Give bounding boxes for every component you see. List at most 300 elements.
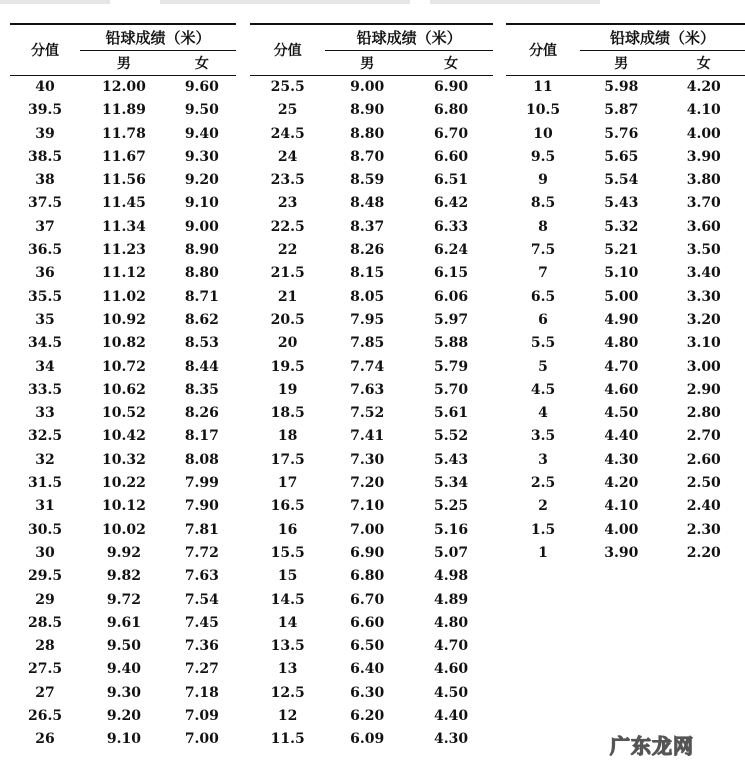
male-result-cell: 9.40 [106, 661, 141, 678]
female-result-cell: 6.80 [434, 102, 469, 119]
female-result-cell: 4.80 [434, 614, 469, 631]
score-cell: 5.5 [530, 335, 556, 352]
table-row [250, 612, 493, 635]
female-result-cell: 7.99 [184, 475, 219, 492]
score-cell: 13.5 [270, 638, 305, 655]
male-result-cell: 10.82 [101, 335, 146, 352]
table-row [10, 705, 236, 728]
female-header: 女 [409, 51, 493, 76]
male-result-cell: 6.09 [350, 731, 385, 748]
male-header: 男 [580, 51, 662, 76]
table-row [10, 635, 236, 658]
female-result-cell: 5.16 [434, 521, 469, 538]
female-result-cell: 4.10 [686, 102, 721, 119]
male-result-cell: 8.15 [350, 265, 385, 282]
score-cell: 9.5 [530, 148, 556, 165]
male-result-cell: 9.10 [106, 731, 141, 748]
male-result-cell: 10.92 [101, 311, 146, 328]
table-row [250, 169, 493, 192]
table-row [250, 192, 493, 215]
female-result-cell: 2.50 [686, 475, 721, 492]
score-cell: 28 [35, 638, 55, 655]
female-result-cell: 5.97 [434, 311, 469, 328]
female-result-cell: 9.10 [184, 195, 219, 212]
score-cell: 17 [277, 475, 298, 492]
score-cell: 18.5 [270, 405, 305, 422]
female-result-cell: 3.00 [686, 358, 721, 375]
female-result-cell: 7.18 [184, 684, 219, 701]
male-result-cell: 4.70 [604, 358, 639, 375]
female-result-cell: 2.70 [686, 428, 721, 445]
score-cell: 38.5 [27, 148, 63, 165]
score-cell: 33.5 [27, 381, 63, 398]
male-result-cell: 11.02 [101, 288, 146, 305]
female-header: 女 [663, 51, 745, 76]
table-row [250, 495, 493, 518]
female-result-cell: 4.60 [434, 661, 469, 678]
female-result-cell: 6.60 [434, 148, 469, 165]
table-row [506, 76, 745, 99]
female-result-cell: 5.70 [434, 381, 469, 398]
score-cell: 1 [538, 544, 548, 561]
male-result-cell: 4.30 [604, 451, 639, 468]
score-cell: 39 [35, 125, 55, 142]
male-result-cell: 4.00 [604, 521, 639, 538]
score-cell: 25 [277, 102, 298, 119]
male-result-cell: 7.85 [350, 335, 385, 352]
score-cell: 4 [538, 405, 548, 422]
table-row [506, 192, 745, 215]
score-cell: 28.5 [27, 614, 63, 631]
score-cell: 7 [538, 265, 548, 282]
male-result-cell: 7.95 [350, 311, 385, 328]
male-result-cell: 6.60 [350, 614, 385, 631]
female-result-cell: 2.80 [686, 405, 721, 422]
male-result-cell: 5.43 [604, 195, 639, 212]
table-row [250, 216, 493, 239]
score-cell: 40 [35, 79, 55, 95]
male-result-cell: 11.34 [101, 218, 146, 235]
male-result-cell: 4.50 [604, 405, 639, 422]
female-result-cell: 6.33 [434, 218, 469, 235]
male-result-cell: 7.74 [350, 358, 385, 375]
shot-put-score-table-3 [506, 23, 745, 565]
male-result-cell: 6.20 [350, 708, 385, 725]
table-row [250, 123, 493, 146]
score-cell: 10 [533, 125, 553, 142]
female-result-cell: 8.71 [184, 288, 219, 305]
female-result-cell: 5.25 [434, 498, 469, 515]
female-result-cell: 5.43 [434, 451, 469, 468]
female-result-cell: 3.10 [686, 335, 721, 352]
score-cell: 23 [277, 195, 298, 212]
female-result-cell: 8.90 [184, 242, 219, 259]
female-result-cell: 3.70 [686, 195, 721, 212]
score-cell: 14 [277, 614, 298, 631]
female-result-cell: 8.08 [184, 451, 219, 468]
male-result-cell: 10.02 [101, 521, 146, 538]
female-result-cell: 6.24 [434, 242, 469, 259]
female-result-cell: 7.09 [184, 708, 219, 725]
score-cell: 18 [277, 428, 298, 445]
table-row [250, 99, 493, 122]
female-result-cell: 7.63 [184, 568, 219, 585]
male-result-cell: 6.30 [350, 684, 385, 701]
table-row [10, 286, 236, 309]
male-result-cell: 3.90 [604, 544, 639, 561]
table-row [10, 192, 236, 215]
female-result-cell: 4.98 [434, 568, 469, 585]
score-cell: 7.5 [530, 242, 556, 259]
male-result-cell: 7.10 [350, 498, 385, 515]
female-result-cell: 4.89 [434, 591, 469, 608]
table-row [10, 728, 236, 751]
score-cell: 20 [277, 335, 298, 352]
table-row [250, 658, 493, 681]
female-result-cell: 7.54 [184, 591, 219, 608]
female-result-cell: 3.90 [686, 148, 721, 165]
male-result-cell: 4.80 [604, 335, 639, 352]
male-result-cell: 4.40 [604, 428, 639, 445]
female-result-cell: 4.40 [434, 708, 469, 725]
female-result-cell: 4.50 [434, 684, 469, 701]
male-result-cell: 7.63 [350, 381, 385, 398]
male-result-cell: 4.90 [604, 311, 639, 328]
score-cell: 24 [277, 148, 298, 165]
female-result-cell: 5.79 [434, 358, 469, 375]
male-result-cell: 5.76 [604, 125, 639, 142]
table-row [10, 402, 236, 425]
table-row [506, 402, 745, 425]
male-result-cell: 10.42 [101, 428, 146, 445]
table-row [250, 262, 493, 285]
score-cell: 33 [35, 405, 55, 422]
table-row [250, 239, 493, 262]
table-row [250, 589, 493, 612]
table-row [10, 99, 236, 122]
table-row [250, 76, 493, 99]
male-result-cell: 8.90 [350, 102, 385, 119]
male-result-cell: 5.10 [604, 265, 639, 282]
table-row [506, 239, 745, 262]
female-result-cell: 2.60 [686, 451, 721, 468]
score-cell: 11.5 [270, 731, 305, 748]
score-cell: 23.5 [270, 172, 305, 189]
score-cell: 13 [277, 661, 298, 678]
top-edge-strip [430, 0, 600, 4]
score-header: 分值 [529, 43, 558, 59]
score-cell: 16.5 [270, 498, 305, 515]
male-result-cell: 8.80 [350, 125, 385, 142]
table-row [250, 309, 493, 332]
female-result-cell: 3.60 [686, 218, 721, 235]
table-row [250, 146, 493, 169]
score-cell: 2.5 [530, 475, 556, 492]
top-edge-strip [0, 0, 110, 4]
table-row [10, 262, 236, 285]
male-result-cell: 11.12 [101, 265, 146, 282]
female-result-cell: 3.20 [686, 311, 721, 328]
table-row [10, 589, 236, 612]
table-row [10, 472, 236, 495]
table-row [250, 332, 493, 355]
score-header: 分值 [31, 43, 60, 59]
table-row [506, 519, 745, 542]
score-cell: 17.5 [270, 451, 305, 468]
score-cell: 6 [538, 311, 548, 328]
female-result-cell: 4.70 [434, 638, 469, 655]
male-header: 男 [80, 51, 168, 76]
male-result-cell: 12.00 [101, 79, 146, 95]
table-row [10, 495, 236, 518]
male-result-cell: 8.70 [350, 148, 385, 165]
table-row [250, 705, 493, 728]
score-cell: 16 [277, 521, 298, 538]
table-row [250, 682, 493, 705]
male-result-cell: 7.41 [350, 428, 385, 445]
male-result-cell: 5.32 [604, 218, 639, 235]
male-result-cell: 6.70 [350, 591, 385, 608]
table-row [10, 519, 236, 542]
male-result-cell: 6.90 [350, 544, 385, 561]
table-row [250, 519, 493, 542]
table-row [506, 99, 745, 122]
score-cell: 35 [35, 311, 55, 328]
male-result-cell: 5.00 [604, 288, 639, 305]
table-row [10, 565, 236, 588]
score-cell: 36 [35, 265, 55, 282]
male-result-cell: 8.26 [350, 242, 385, 259]
male-result-cell: 10.62 [101, 381, 146, 398]
male-result-cell: 8.59 [350, 172, 385, 189]
table-row [10, 332, 236, 355]
male-result-cell: 5.87 [604, 102, 639, 119]
score-cell: 30.5 [27, 521, 63, 538]
female-result-cell: 6.42 [434, 195, 469, 212]
table-row [506, 542, 745, 565]
table-row [250, 425, 493, 448]
score-cell: 4.5 [530, 381, 556, 398]
score-cell: 15 [277, 568, 298, 585]
female-result-cell: 6.70 [434, 125, 469, 142]
table-row [506, 495, 745, 518]
female-result-cell: 7.81 [184, 521, 219, 538]
score-cell: 30 [35, 544, 55, 561]
female-result-cell: 5.07 [434, 544, 469, 561]
table-row [506, 286, 745, 309]
male-result-cell: 7.52 [350, 405, 385, 422]
score-cell: 37 [35, 218, 55, 235]
male-result-cell: 9.20 [106, 708, 141, 725]
female-result-cell: 9.20 [184, 172, 219, 189]
table-row [506, 449, 745, 472]
score-cell: 22.5 [270, 218, 305, 235]
female-result-cell: 9.60 [184, 79, 219, 95]
table-row [10, 146, 236, 169]
female-result-cell: 5.34 [434, 475, 469, 492]
female-result-cell: 7.27 [184, 661, 219, 678]
female-result-cell: 8.62 [184, 311, 219, 328]
female-result-cell: 7.45 [184, 614, 219, 631]
female-result-cell: 2.40 [686, 498, 721, 515]
male-result-cell: 9.82 [106, 568, 141, 585]
score-cell: 26.5 [27, 708, 63, 725]
table-row [506, 379, 745, 402]
score-cell: 3.5 [530, 428, 556, 445]
female-result-cell: 8.53 [184, 335, 219, 352]
table-row [10, 216, 236, 239]
score-cell: 19 [277, 381, 298, 398]
female-result-cell: 9.40 [184, 125, 219, 142]
male-result-cell: 7.00 [350, 521, 385, 538]
score-cell: 15.5 [270, 544, 305, 561]
female-result-cell: 4.00 [686, 125, 721, 142]
male-result-cell: 9.72 [106, 591, 141, 608]
male-result-cell: 4.60 [604, 381, 639, 398]
table-row [506, 169, 745, 192]
table-row [506, 262, 745, 285]
female-result-cell: 7.90 [184, 498, 219, 515]
female-result-cell: 8.17 [184, 428, 219, 445]
table-row [250, 635, 493, 658]
table-row [10, 542, 236, 565]
score-cell: 29 [35, 591, 55, 608]
table-row [10, 658, 236, 681]
female-result-cell: 9.30 [184, 148, 219, 165]
score-cell: 14.5 [270, 591, 305, 608]
score-cell: 31.5 [27, 475, 63, 492]
score-cell: 35.5 [27, 288, 63, 305]
male-result-cell: 8.48 [350, 195, 385, 212]
score-cell: 34 [35, 358, 55, 375]
top-edge-strip [160, 0, 410, 4]
male-result-cell: 11.56 [101, 172, 146, 189]
female-result-cell: 2.90 [686, 381, 721, 398]
score-cell: 32 [35, 451, 55, 468]
female-result-cell: 3.50 [686, 242, 721, 259]
result-header: 铅球成绩（米） [80, 24, 236, 51]
male-result-cell: 11.78 [101, 125, 146, 142]
table-row [506, 332, 745, 355]
male-result-cell: 4.20 [604, 475, 639, 492]
male-result-cell: 9.50 [106, 638, 141, 655]
male-result-cell: 6.40 [350, 661, 385, 678]
male-result-cell: 10.22 [101, 475, 146, 492]
male-result-cell: 7.30 [350, 451, 385, 468]
table-row [506, 425, 745, 448]
score-cell: 5 [538, 358, 548, 375]
score-cell: 3 [538, 451, 548, 468]
male-result-cell: 11.89 [101, 102, 146, 119]
female-result-cell: 3.30 [686, 288, 721, 305]
score-cell: 31 [35, 498, 55, 515]
table-row [506, 309, 745, 332]
female-result-cell: 7.00 [184, 731, 219, 748]
result-header: 铅球成绩（米） [580, 24, 745, 51]
table-row [10, 612, 236, 635]
table-row [506, 146, 745, 169]
score-cell: 10.5 [525, 102, 561, 119]
table-row [250, 542, 493, 565]
female-result-cell: 4.20 [686, 79, 721, 95]
male-result-cell: 10.52 [101, 405, 146, 422]
table-row [10, 76, 236, 99]
male-result-cell: 9.61 [106, 614, 141, 631]
table-row [250, 356, 493, 379]
shot-put-score-table-2 [250, 23, 493, 752]
female-result-cell: 5.52 [434, 428, 469, 445]
score-cell: 8.5 [530, 195, 556, 212]
score-cell: 11 [533, 79, 553, 95]
table-row [10, 449, 236, 472]
score-cell: 27.5 [27, 661, 63, 678]
female-result-cell: 3.40 [686, 265, 721, 282]
score-cell: 25.5 [270, 79, 305, 95]
female-result-cell: 2.20 [686, 544, 721, 561]
female-result-cell: 8.80 [184, 265, 219, 282]
table-row [250, 379, 493, 402]
shot-put-score-table-1 [10, 23, 236, 752]
female-result-cell: 2.30 [686, 521, 721, 538]
score-cell: 34.5 [27, 335, 63, 352]
female-result-cell: 8.35 [184, 381, 219, 398]
score-cell: 12.5 [270, 684, 305, 701]
table-row [10, 309, 236, 332]
score-cell: 22 [277, 242, 298, 259]
male-result-cell: 6.50 [350, 638, 385, 655]
table-row [10, 356, 236, 379]
score-cell: 1.5 [530, 521, 556, 538]
female-result-cell: 6.90 [434, 79, 469, 95]
male-result-cell: 5.54 [604, 172, 639, 189]
male-result-cell: 8.37 [350, 218, 385, 235]
score-cell: 39.5 [27, 102, 63, 119]
table-row [10, 123, 236, 146]
table-row [250, 565, 493, 588]
score-cell: 24.5 [270, 125, 305, 142]
male-result-cell: 10.12 [101, 498, 146, 515]
score-cell: 27 [35, 684, 55, 701]
score-header: 分值 [273, 43, 302, 59]
male-result-cell: 4.10 [604, 498, 639, 515]
male-result-cell: 11.45 [101, 195, 146, 212]
table-row [10, 169, 236, 192]
score-cell: 29.5 [27, 568, 63, 585]
score-cell: 2 [538, 498, 548, 515]
female-result-cell: 7.72 [184, 544, 219, 561]
male-result-cell: 11.23 [101, 242, 146, 259]
male-result-cell: 8.05 [350, 288, 385, 305]
female-result-cell: 7.36 [184, 638, 219, 655]
score-cell: 26 [35, 731, 55, 748]
result-header: 铅球成绩（米） [325, 24, 493, 51]
male-result-cell: 5.65 [604, 148, 639, 165]
score-cell: 38 [35, 172, 55, 189]
score-cell: 36.5 [27, 242, 63, 259]
female-result-cell: 9.00 [184, 218, 219, 235]
female-result-cell: 8.44 [184, 358, 219, 375]
table-row [250, 449, 493, 472]
watermark-logo: 广东龙网 [610, 734, 694, 758]
score-cell: 20.5 [270, 311, 305, 328]
male-result-cell: 5.21 [604, 242, 639, 259]
male-result-cell: 9.30 [106, 684, 141, 701]
male-result-cell: 9.92 [106, 544, 141, 561]
table-row [250, 402, 493, 425]
female-result-cell: 3.80 [686, 172, 721, 189]
male-result-cell: 6.80 [350, 568, 385, 585]
male-result-cell: 9.00 [350, 79, 385, 95]
